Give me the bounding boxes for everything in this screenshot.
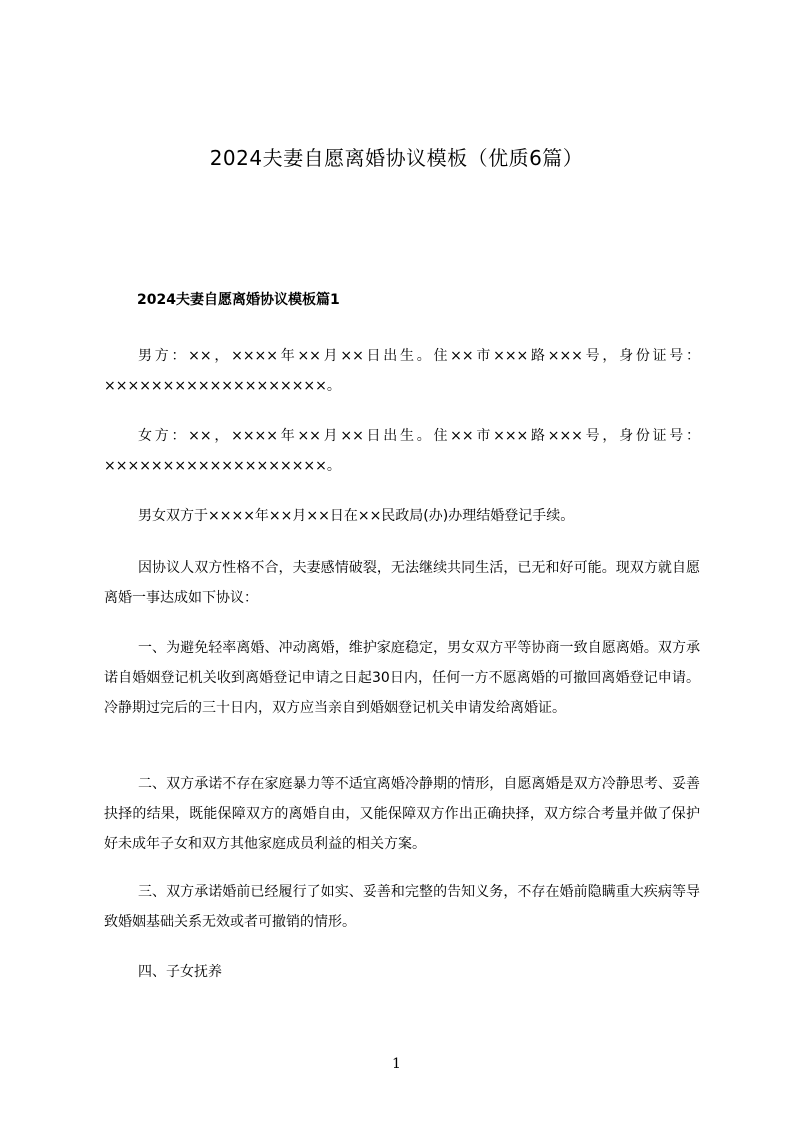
paragraph-female-party: 女方：××，××××年××月××日出生。住××市×××路×××号，身份证号：×××××××××××××××××××。	[104, 428, 700, 474]
section-heading: 2024夫妻自愿离婚协议模板篇1	[137, 292, 340, 308]
paragraph-clause-four-heading: 四、子女抚养	[138, 964, 222, 980]
paragraph-clause-three: 三、双方承诺婚前已经履行了如实、妥善和完整的告知义务，不存在婚前隐瞒重大疾病等导致婚姻基础关系无效或者可撤销的情形。	[104, 884, 700, 930]
paragraph-clause-one: 一、为避免轻率离婚、冲动离婚，维护家庭稳定，男女双方平等协商一致自愿离婚。双方承诺自婚姻登记机关收到离婚登记申请之日起30日内，任何一方不愿离婚的可撤回离婚登记申请。冷静期过完后的三十日内，双方应当亲自到婚姻登记机关申请发给离婚证。	[104, 640, 700, 716]
paragraph-male-party: 男方：××，××××年××月××日出生。住××市×××路×××号，身份证号：×××××××××××××××××××。	[104, 348, 700, 394]
document-title: 2024夫妻自愿离婚协议模板（优质6篇）	[209, 146, 584, 170]
paragraph-clause-two: 二、双方承诺不存在家庭暴力等不适宜离婚冷静期的情形，自愿离婚是双方冷静思考、妥善抉择的结果，既能保障双方的离婚自由，又能保障双方作出正确抉择，双方综合考量并做了保护好未成年子女和双方其他家庭成员利益的相关方案。	[104, 776, 700, 852]
paragraph-divorce-reason: 因协议人双方性格不合，夫妻感情破裂，无法继续共同生活，已无和好可能。现双方就自愿离婚一事达成如下协议：	[104, 560, 700, 606]
paragraph-marriage-registration: 男女双方于××××年××月××日在××民政局(办)办理结婚登记手续。	[138, 508, 575, 524]
page-number: 1	[392, 1056, 401, 1072]
